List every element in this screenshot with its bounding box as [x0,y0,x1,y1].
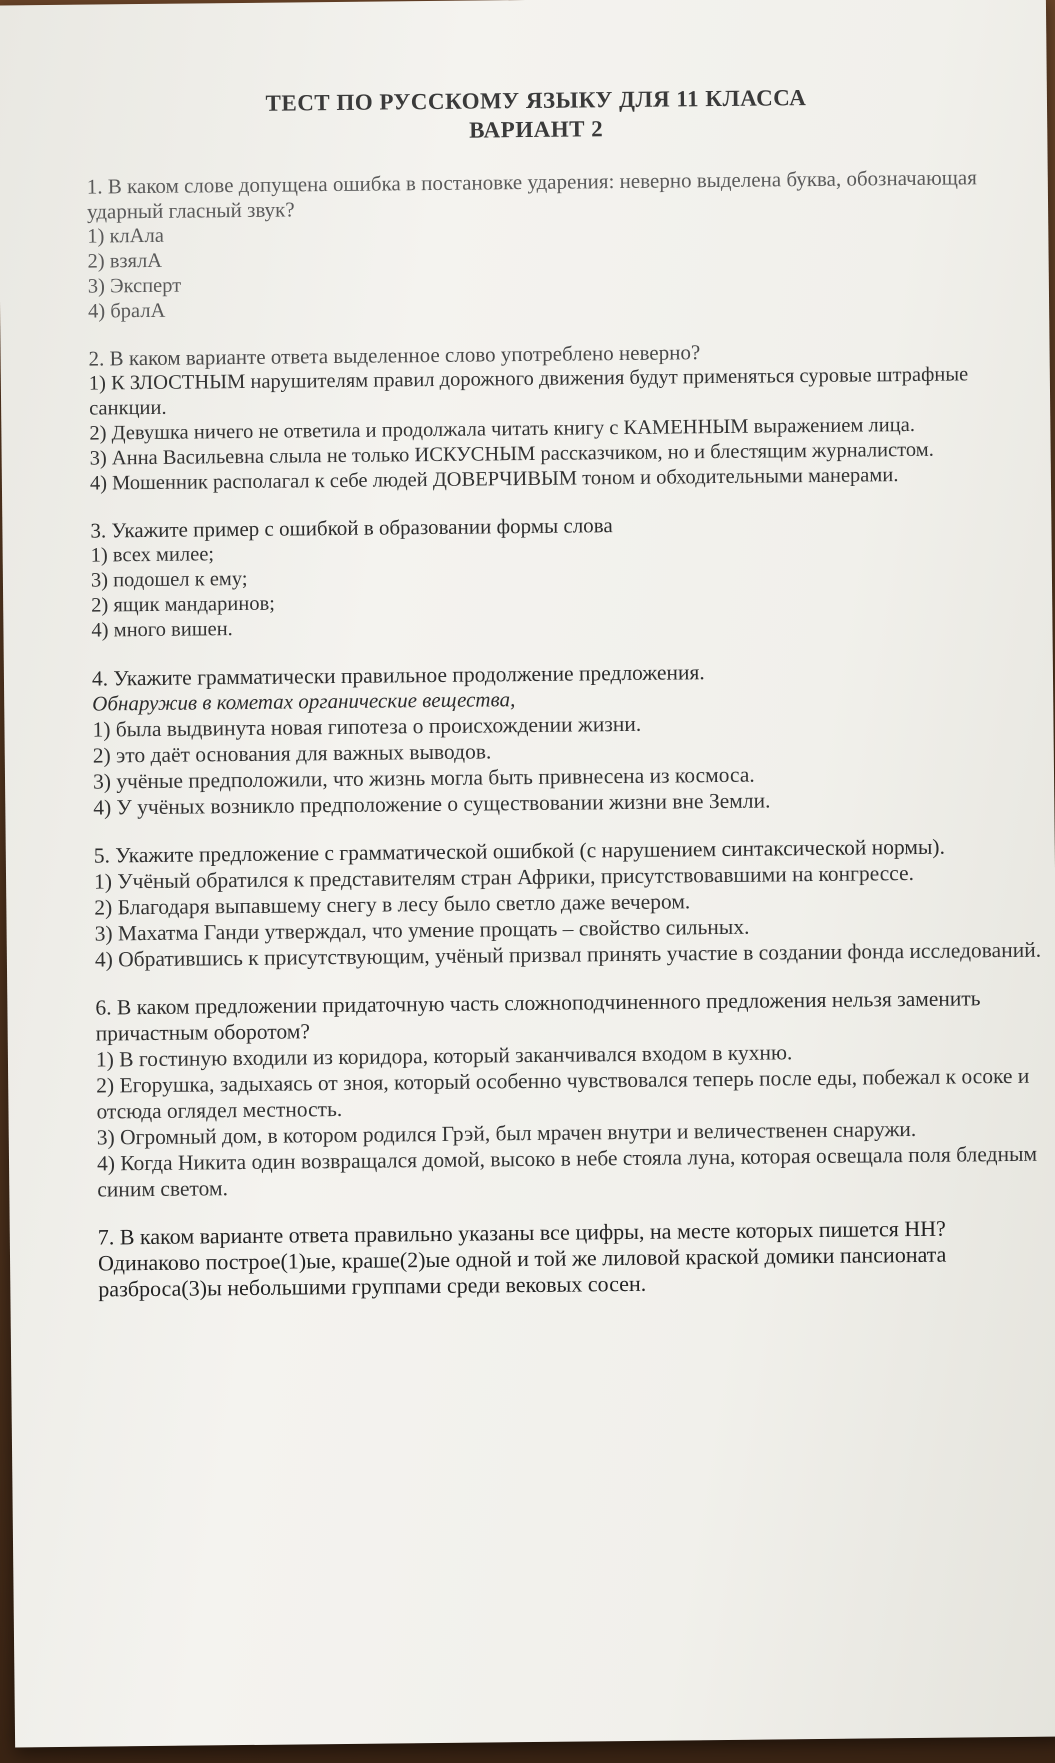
question-text: 5. Укажите предложение с грамматической ошибкой (с нарушением синтаксической нормы). [93,834,946,868]
answer-option: 2) взялА [87,249,163,273]
answer-option: 4) Обратившись к присутствующим, учёный призвал принять участие в создании фонда исследований. [94,937,1042,972]
question-4 [92,656,1054,821]
answer-option: 2) ящик мандаринов; [91,592,276,617]
answer-option: 1) В гостиную входили из коридора, который заканчивался входом в кухню. [95,1040,793,1072]
answer-option: 4) У учёных возникло предположение о существовании жизни вне Земли. [93,788,771,820]
question-text: 4. Укажите грамматически правильное продолжение предложения. [91,660,705,691]
answer-option: 1) К ЗЛОСТНЫМ нарушителям правил дорожного движения будут применяться суровые штрафные санкции. [88,363,969,420]
answer-option: 4) бралА [88,299,166,323]
answer-option: 4) Когда Никита один возвращался домой, высоко в небе стояла луна, которая освещала поля бледным синим светом. [96,1141,1038,1202]
answer-option: 1) была выдвинута новая гипотеза о происхождении жизни. [92,711,642,742]
question-prompt: Обнаружив в кометах органические вещества, [92,687,516,716]
answer-option: 3) подошел к ему; [90,567,248,592]
answer-option: 3) Огромный дом, в котором родился Грэй, был мрачен внутри и величественен снаружи. [96,1116,917,1150]
question-1 [87,165,1049,325]
answer-option: 2) Егорушка, задыхаясь от зноя, который особенно чувствовался теперь после еды, побежал к осоке и отсюда оглядел местность. [96,1063,1030,1124]
sheet-content [86,81,1055,1303]
answer-option: 3) Махатма Ганди утверждал, что умение прощать – свойство сильных. [94,914,750,946]
question-3 [90,509,1051,644]
question-text: 6. В каком предложении придаточную часть сложноподчиненного предложения нельзя заменить причастным оборотом? [95,986,981,1046]
answer-option: 3) учёные предположили, что жизнь могла быть привнесена из космоса. [92,762,755,794]
title-line-1: ТЕСТ ПО РУССКОМУ ЯЗЫКУ ДЛЯ 11 КЛАССА [265,85,807,116]
question-7 [98,1214,1055,1302]
answer-option: 1) Учёный обратился к представителям стран Африки, присутствовавшими на конгрессе. [93,860,915,894]
answer-option: 2) это даёт основания для важных выводов. [92,739,492,768]
answer-option: 4) Мошенник располагал к себе людей ДОВЕРЧИВЫМ тоном и обходительными манерами. [89,464,899,495]
question-text: 2. В каком варианте ответа выделенное слово употреблено неверно? [88,340,701,371]
answer-option: 2) Благодаря выпавшему снегу в лесу было светло даже вечером. [94,889,691,920]
question-text: 7. В каком варианте ответа правильно указаны все цифры, на месте которых пишется НН? [97,1215,946,1250]
answer-option: 2) Девушка ничего не ответила и продолжала читать книгу с КАМЕННЫМ выражением лица. [89,413,915,445]
question-5 [94,833,1055,973]
answer-option: 4) много вишен. [91,618,233,642]
question-2 [88,337,1050,497]
test-title [86,81,987,148]
question-text: 3. Укажите пример с ошибкой в образовании формы слова [90,513,613,543]
answer-option: 1) клАла [87,224,164,248]
question-prompt: Одинаково построе(1)ые, краше(2)ые одной и той же лиловой краской домики пансионата разброса(3)ы небольшими группами среди вековых сосен. [97,1241,947,1302]
question-text: 1. В каком слове допущена ошибка в постановке ударения: неверно выделена буква, обозначающая ударный гласный звук? [86,165,977,224]
title-line-2: ВАРИАНТ 2 [469,116,604,143]
question-6 [95,985,1055,1203]
answer-option: 3) Эксперт [87,274,182,298]
answer-option: 1) всех милее; [90,543,215,567]
answer-option: 3) Анна Васильевна слыла не только ИСКУСНЫМ рассказчиком, но и блестящим журналистом. [89,438,934,470]
